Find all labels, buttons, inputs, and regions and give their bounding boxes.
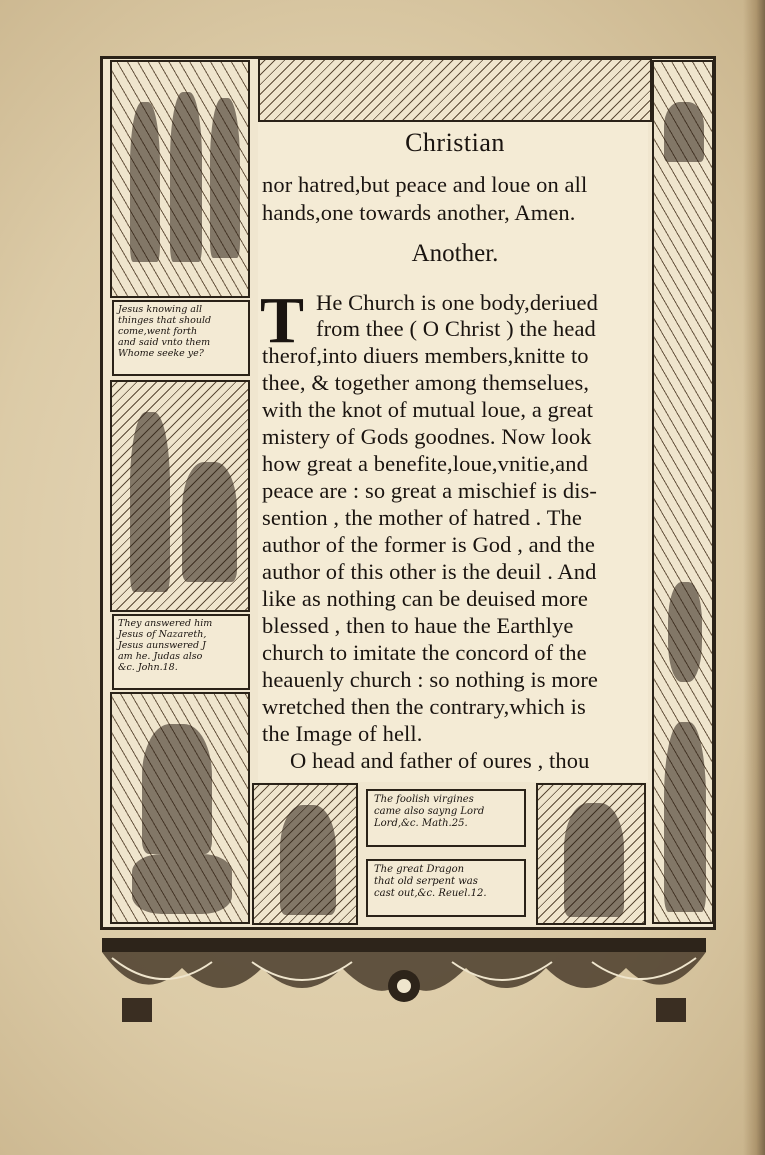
left-caption-top: Jesus knowing all thinges that should come,went forth and said vnto them Whome seeke ye? — [112, 300, 250, 376]
text-line: how great a benefite,loue,vnitie,and — [262, 451, 588, 476]
left-woodcut-christ-soldiers — [110, 380, 250, 612]
text-line: author of this other is the deuil . And — [262, 559, 597, 584]
running-head: Christian — [405, 128, 505, 157]
bottom-woodcut-right-figure — [536, 783, 646, 925]
text-line: like as nothing can be deuised more — [262, 586, 588, 611]
left-woodcut-three-figures — [110, 60, 250, 298]
book-spine-shadow — [743, 0, 765, 1155]
section-heading: Another. — [411, 240, 499, 267]
text-line: from thee ( O Christ ) the head — [316, 316, 596, 341]
bottom-caption-lower: The great Dragon that old serpent was cast out,&c. Reuel.12. — [366, 859, 526, 917]
text-line: thee, & together among themselues, — [262, 370, 590, 395]
text-line: sention , the mother of hatred . The — [262, 505, 582, 530]
drop-cap: T — [260, 284, 305, 357]
left-woodcut-michael-dragon — [110, 692, 250, 924]
right-woodcut-vase-column — [652, 60, 714, 924]
text-line: hands,one towards another, Amen. — [262, 200, 576, 225]
text-line: nor hatred,but peace and loue on all — [262, 172, 588, 197]
text-line: heauenly church : so nothing is more — [262, 667, 599, 692]
ornamental-base-icon — [102, 938, 706, 1028]
text-line: the Image of hell. — [262, 721, 423, 746]
bottom-woodcut-panel — [252, 783, 646, 925]
text-line: with the knot of mutual loue, a great — [262, 397, 594, 422]
text-line: wretched then the contrary,which is — [262, 694, 586, 719]
text-line: church to imitate the concord of the — [262, 640, 587, 665]
bottom-woodcut-left-figure — [252, 783, 358, 925]
bottom-caption-upper: The foolish virgines came also sayng Lord Lord,&c. Math.25. — [366, 789, 526, 847]
text-line: blessed , then to haue the Earthlye — [262, 613, 574, 638]
ornamental-base — [102, 938, 706, 1028]
top-ornament-band — [258, 58, 652, 122]
text-line: author of the former is God , and the — [262, 532, 595, 557]
text-line: therof,into diuers members,knitte to — [262, 343, 589, 368]
text-line: peace are : so great a mischief is dis- — [262, 478, 598, 503]
left-caption-middle: They answered him Jesus of Nazareth, Jesus aunswered J am he. Judas also &c. John.18. — [112, 614, 250, 690]
text-line: mistery of Gods goodnes. Now look — [262, 424, 592, 449]
text-line: He Church is one body,deriued — [316, 290, 598, 315]
text-line: O head and father of oures , thou — [290, 748, 590, 773]
